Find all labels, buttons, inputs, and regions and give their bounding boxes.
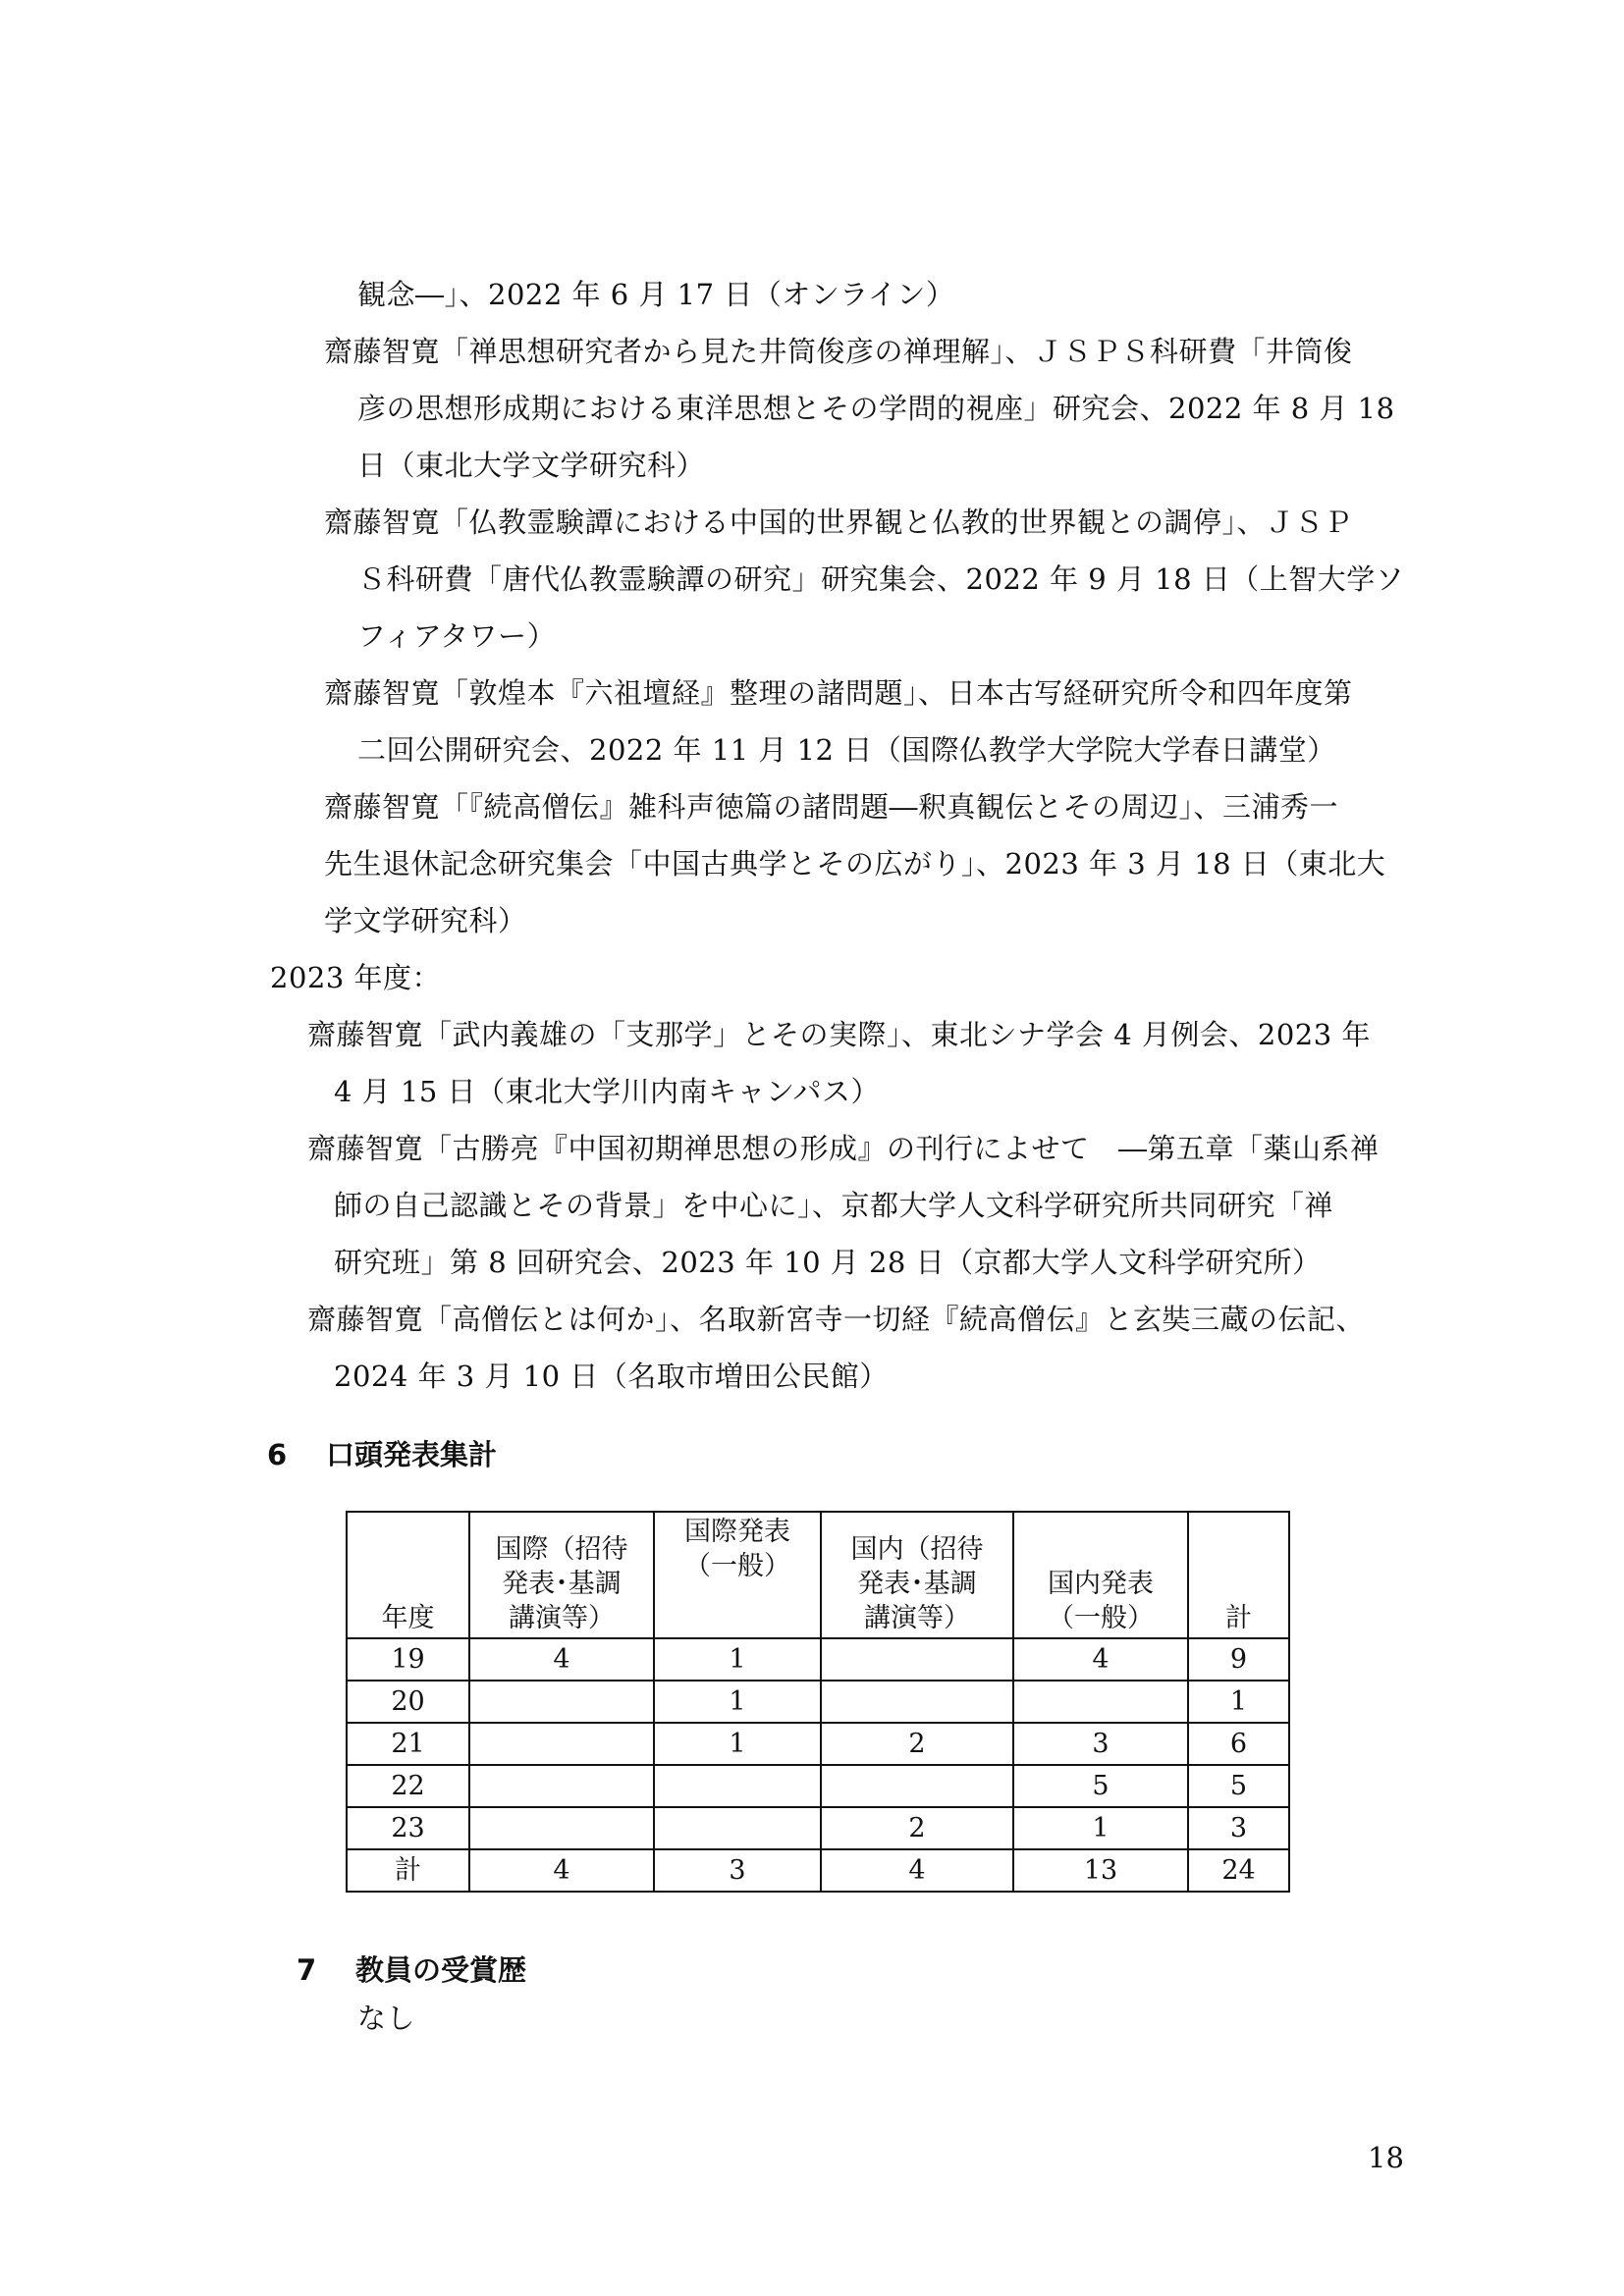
cell-year: 20 xyxy=(347,1681,469,1723)
text-line: 観念―」、2022 年 6 月 17 日（オンライン） xyxy=(357,278,955,311)
text-line: 齋藤智寛「敦煌本『六祖壇経』整理の諸問題」、日本古写経研究所令和四年度第 xyxy=(324,676,1353,710)
page-number: 18 xyxy=(1368,2141,1404,2174)
cell-total: 24 xyxy=(1188,1849,1289,1892)
table-total-row xyxy=(347,1849,1289,1892)
cell-value: 2 xyxy=(821,1807,1013,1849)
cell-value xyxy=(654,1765,821,1807)
table-row xyxy=(347,1723,1289,1765)
cell-value xyxy=(821,1638,1013,1681)
text-line: 齋藤智寛「仏教霊験譚における中国的世界観と仏教的世界観との調停」、ＪＳＰ xyxy=(324,506,1353,539)
section-heading xyxy=(297,1950,526,1990)
section-title: 教員の受賞歴 xyxy=(355,1953,527,1987)
table-row xyxy=(347,1681,1289,1723)
text-line: 齋藤智寛「『続高僧伝』雑科声徳篇の諸問題―釈真観伝とその周辺」、三浦秀一 xyxy=(324,790,1339,824)
cell-value: 1 xyxy=(654,1723,821,1765)
text-line: 齋藤智寛「禅思想研究者から見た井筒俊彦の禅理解」、ＪＳＰＳ科研費「井筒俊 xyxy=(324,335,1353,368)
cell-year: 19 xyxy=(347,1638,469,1681)
table-row xyxy=(347,1807,1289,1849)
cell-year: 計 xyxy=(347,1849,469,1892)
text-line: 齋藤智寛「古勝亮『中国初期禅思想の形成』の刊行によせて ―第五章「薬山系禅 xyxy=(307,1132,1380,1165)
cell-value: 4 xyxy=(469,1638,654,1681)
cell-total: 9 xyxy=(1188,1638,1289,1681)
cell-value: 5 xyxy=(1013,1765,1188,1807)
cell-value: 4 xyxy=(821,1849,1013,1892)
cell-value: 4 xyxy=(1013,1638,1188,1681)
text-line: 齋藤智寛「武内義雄の「支那学」とその実際」、東北シナ学会 4 月例会、2023 年 xyxy=(307,1018,1371,1051)
header-international-general: 国際発表 （一般） xyxy=(654,1512,821,1638)
cell-value xyxy=(654,1807,821,1849)
text-line: 二回公開研究会、2022 年 11 月 12 日（国際仏教学大学院大学春日講堂） xyxy=(357,733,1336,767)
year-heading: 2023 年度： xyxy=(270,961,442,994)
text-line: 日（東北大学文学研究科） xyxy=(357,449,706,482)
header-year: 年度 xyxy=(347,1512,469,1638)
cell-value xyxy=(821,1765,1013,1807)
cell-value xyxy=(469,1723,654,1765)
cell-total: 6 xyxy=(1188,1723,1289,1765)
presentation-summary-table xyxy=(346,1511,1290,1893)
header-domestic-general: 国内発表 （一般） xyxy=(1013,1512,1188,1638)
cell-value: 1 xyxy=(654,1638,821,1681)
cell-year: 21 xyxy=(347,1723,469,1765)
cell-value: 13 xyxy=(1013,1849,1188,1892)
cell-value xyxy=(469,1681,654,1723)
cell-year: 22 xyxy=(347,1765,469,1807)
text-line: 学文学研究科） xyxy=(324,904,527,937)
cell-value: 3 xyxy=(1013,1723,1188,1765)
cell-value: 1 xyxy=(1013,1807,1188,1849)
cell-value xyxy=(1013,1681,1188,1723)
cell-total: 1 xyxy=(1188,1681,1289,1723)
text-line: Ｓ科研費「唐代仏教霊験譚の研究」研究集会、2022 年 9 月 18 日（上智大学ソ xyxy=(357,562,1405,596)
table-header-row xyxy=(347,1512,1289,1638)
cell-value: 3 xyxy=(654,1849,821,1892)
section-number: 7 xyxy=(297,1953,317,1987)
cell-value: 1 xyxy=(654,1681,821,1723)
header-international-invited: 国際（招待 発表･基調 講演等） xyxy=(469,1512,654,1638)
text-line: 師の自己認識とその背景」を中心に」、京都大学人文科学研究所共同研究「禅 xyxy=(334,1189,1334,1222)
section-number: 6 xyxy=(267,1438,288,1471)
cell-value: 2 xyxy=(821,1723,1013,1765)
text-line: 2024 年 3 月 10 日（名取市増田公民館） xyxy=(334,1360,889,1393)
cell-value xyxy=(469,1765,654,1807)
text-line: 彦の思想形成期における東洋思想とその学問的視座」研究会、2022 年 8 月 18 xyxy=(357,392,1395,425)
section-heading xyxy=(267,1435,497,1474)
table-row xyxy=(347,1638,1289,1681)
header-total: 計 xyxy=(1188,1512,1289,1638)
table-row xyxy=(347,1765,1289,1807)
text-line: 4 月 15 日（東北大学川内南キャンパス） xyxy=(334,1075,880,1108)
section-title: 口頭発表集計 xyxy=(326,1438,498,1471)
cell-year: 23 xyxy=(347,1807,469,1849)
cell-total: 3 xyxy=(1188,1807,1289,1849)
text-line: 先生退休記念研究集会「中国古典学とその広がり」、2023 年 3 月 18 日（東北大 xyxy=(324,847,1386,881)
section-body: なし xyxy=(357,2002,416,2035)
cell-value xyxy=(469,1807,654,1849)
cell-total: 5 xyxy=(1188,1765,1289,1807)
cell-value xyxy=(821,1681,1013,1723)
header-domestic-invited: 国内（招待 発表･基調 講演等） xyxy=(821,1512,1013,1638)
text-line: 齋藤智寛「高僧伝とは何か」、名取新宮寺一切経『続高僧伝』と玄奘三蔵の伝記、 xyxy=(307,1303,1366,1336)
cell-value: 4 xyxy=(469,1849,654,1892)
text-line: フィアタワー） xyxy=(357,619,557,653)
text-line: 研究班」第 8 回研究会、2023 年 10 月 28 日（京都大学人文科学研究所） xyxy=(334,1246,1322,1279)
